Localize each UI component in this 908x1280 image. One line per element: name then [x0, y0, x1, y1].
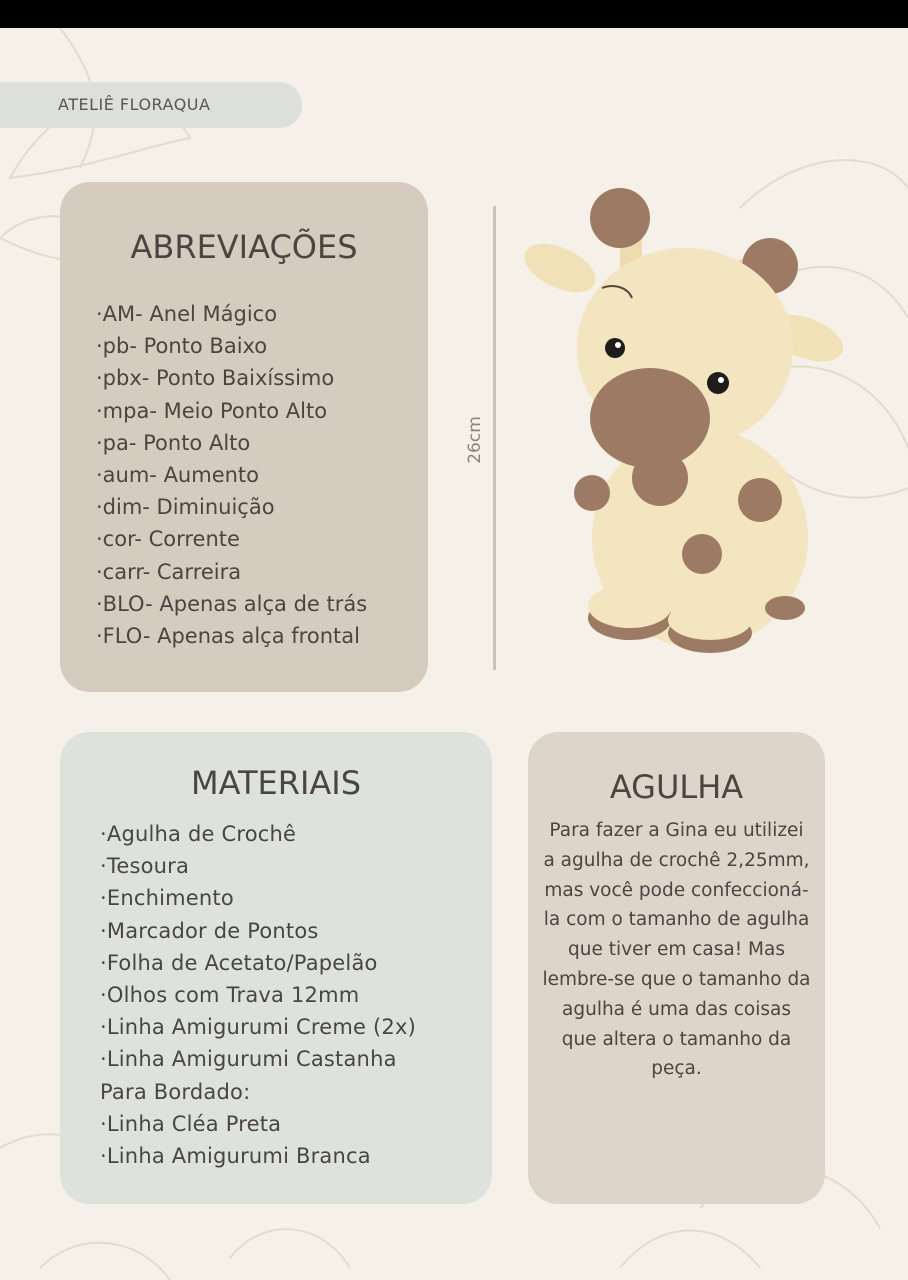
agulha-title: AGULHA: [609, 768, 744, 806]
list-item: ·Tesoura: [100, 854, 190, 879]
list-item: ·Marcador de Pontos: [100, 918, 319, 943]
agulha-card: [528, 732, 825, 1204]
list-item: ·dim- Diminuição: [96, 495, 275, 520]
list-item: ·cor- Corrente: [96, 527, 240, 552]
materiais-card: [60, 732, 492, 1204]
top-bar: [0, 0, 908, 28]
list-item: ·Agulha de Crochê: [100, 822, 297, 846]
list-item: ·pa- Ponto Alto: [96, 430, 251, 455]
height-label: [455, 410, 495, 470]
list-item: ·Linha Amigurumi Branca: [100, 1144, 371, 1169]
abreviacoes-card: [60, 182, 428, 692]
list-item: ·pb- Ponto Baixo: [96, 334, 268, 359]
list-item: ·pbx- Ponto Baixíssimo: [96, 366, 335, 391]
list-item: ·Olhos com Trava 12mm: [100, 983, 360, 1008]
brand-name: ATELIÊ FLORAQUA: [58, 95, 211, 114]
giraffe-amigurumi-image: [520, 188, 850, 658]
materiais-list: [100, 818, 416, 1172]
list-item: ·carr- Carreira: [96, 559, 242, 584]
agulha-text: Para fazer a Gina eu utilizei a agulha de crochê 2,25mm, mas você pode confeccioná-la com o tamanho de agulha que tiver em casa! Mas lembre-se que o tamanho da agulha é uma das coisas que altera o tamanho da peça.: [542, 820, 811, 1080]
list-item: ·mpa- Meio Ponto Alto: [96, 398, 328, 423]
list-item: ·Linha Amigurumi Creme (2x): [100, 1015, 416, 1040]
list-item: ·Enchimento: [100, 886, 234, 911]
list-item: ·Linha Cléa Preta: [100, 1111, 282, 1136]
materiais-title: MATERIAIS: [190, 764, 362, 802]
list-item: ·Linha Amigurumi Castanha: [100, 1047, 397, 1072]
height-label-text: 26cm: [465, 416, 485, 464]
list-item: ·AM- Anel Mágico: [96, 302, 278, 326]
abreviacoes-title: ABREVIAÇÕES: [130, 228, 358, 266]
abreviacoes-list: [96, 298, 367, 652]
list-item: ·Folha de Acetato/Papelão: [100, 950, 378, 975]
list-item: Para Bordado:: [100, 1079, 251, 1104]
list-item: ·aum- Aumento: [96, 463, 260, 488]
list-item: ·FLO- Apenas alça frontal: [96, 624, 360, 649]
list-item: ·BLO- Apenas alça de trás: [96, 591, 368, 616]
brand-pill: [0, 82, 302, 128]
